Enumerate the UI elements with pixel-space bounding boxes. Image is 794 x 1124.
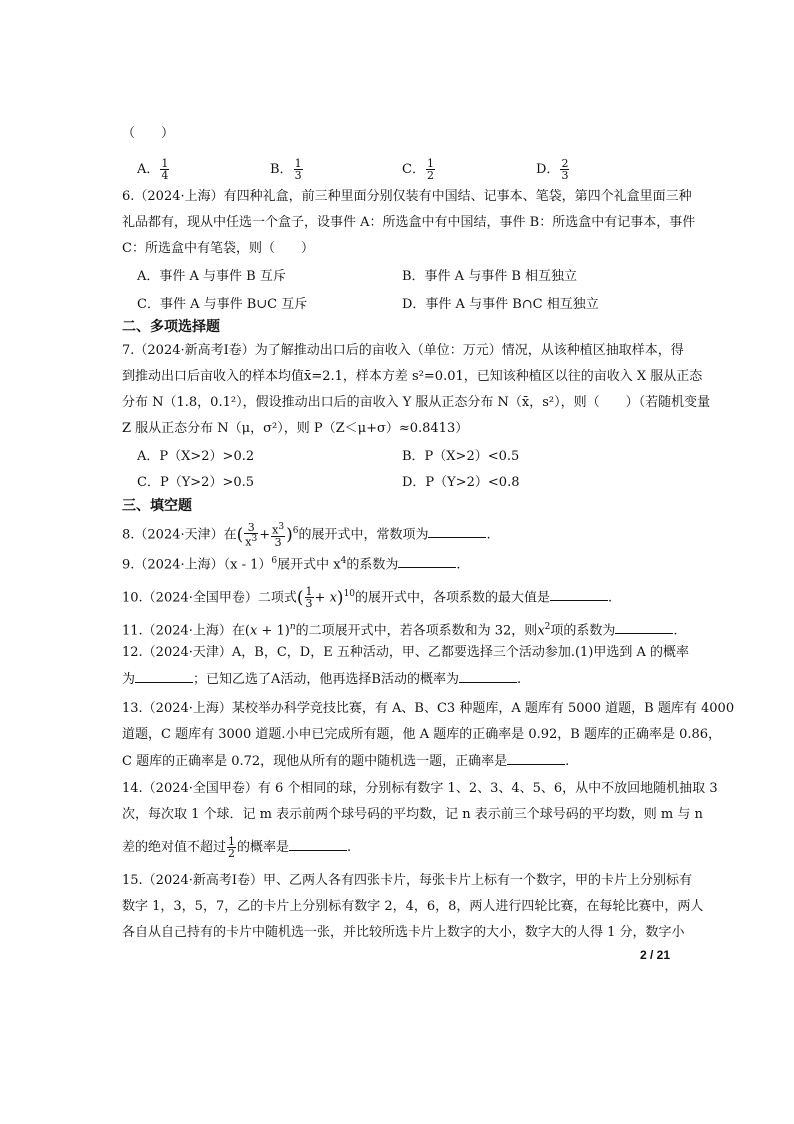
q11-line: 11.（2024·上海）在$(x + 1)^n$的二项展开式中，若各项系数和为 32，则$x^2$项的系数为 . xyxy=(122,622,678,639)
answer-blank[interactable] xyxy=(289,838,347,851)
answer-blank[interactable] xyxy=(550,588,608,601)
q15-line-1: 15.（2024·新高考Ⅰ卷）甲、乙两人各有四张卡片，每张卡片上标有一个数字，甲的卡片上分别标有 xyxy=(122,873,693,888)
answer-blank[interactable] xyxy=(615,621,673,634)
q13-line-1: 13.（2024·上海）某校举办科学竞技比赛，有 A、B、C3 种题库，A 题库有 5000 道题，B 题库有 4000 xyxy=(122,701,735,716)
q15-line-3: 各自从自己持有的卡片中随机选一张，并比较所选卡片上数字的大小，数字大的人得 1 分，数字小 xyxy=(122,925,685,940)
section-heading-multiple-choice: 二、多项选择题 xyxy=(122,319,220,335)
q5-option-d[interactable]: D． $\frac{2}{3}$ xyxy=(536,157,569,182)
math-fraction: $\frac{1}{3}$ xyxy=(305,585,313,611)
q5-option-c[interactable]: C． $\frac{1}{2}$ xyxy=(402,157,434,182)
answer-blank[interactable] xyxy=(135,670,193,683)
q6-line-1: 6.（2024·上海）有四种礼盒，前三种里面分别仅装有中国结、记事本、笔袋，第四个礼盒里面三种 xyxy=(122,189,692,204)
q7-option-a[interactable]: A．P（X>2）>0.2 xyxy=(137,449,255,464)
q7-option-b[interactable]: B．P（X>2）<0.5 xyxy=(402,449,520,464)
answer-blank[interactable] xyxy=(507,752,565,765)
q6-option-a[interactable]: A．事件 A 与事件 B 互斥 xyxy=(137,269,286,284)
section-heading-fill-in: 三、填空题 xyxy=(122,498,192,514)
q13-line-2: 道题，C 题库有 3000 道题.小申已完成所有题，他 A 题库的正确率是 0.92，B 题库的正确率是 0.86， xyxy=(122,727,722,742)
q13-line-3: C 题库的正确率是 0.72，现他从所有的题中随机选一题，正确率是 . xyxy=(122,754,570,769)
q7-line-1: 7.（2024·新高考Ⅰ卷）为了解推动出口后的亩收入（单位：万元）情况，从该种植区抽取样本，得 xyxy=(122,343,684,358)
q7-option-d[interactable]: D．P（Y>2）<0.8 xyxy=(402,475,520,490)
fraction: $\frac{1}{2}$ xyxy=(426,157,434,182)
q6-line-2: 礼品都有，现从中任选一个盒子，设事件 A：所选盒中有中国结，事件 B：所选盒中有记事本，事件 xyxy=(122,215,696,230)
q14-line-2: 次，每次取 1 个球．记 m 表示前两个球号码的平均数，记 n 表示前三个球号码的平均数，则 m 与 n xyxy=(122,807,703,822)
q12-line-2: 为 ；已知乙选了A活动，他再选择B活动的概率为 . xyxy=(122,672,522,687)
q7-option-c[interactable]: C．P（Y>2）>0.5 xyxy=(137,475,255,490)
math-fraction: $\frac{x^3}{3}$ xyxy=(272,522,285,549)
page-number: 2 / 21 xyxy=(640,948,671,962)
q14-line-1: 14.（2024·全国甲卷）有 6 个相同的球，分别标有数字 1、2、3、4、5、6，从中不放回地随机抽取 3 xyxy=(122,781,718,796)
answer-blank[interactable] xyxy=(459,670,517,683)
q14-line-3: 差的绝对值不超过 $\frac{1}{2}$ 的概率是 . xyxy=(122,835,352,860)
answer-blank[interactable] xyxy=(428,525,486,538)
fraction: $\frac{1}{4}$ xyxy=(161,157,169,182)
q7-line-4: Z 服从正态分布 N（μ，σ²），则 P（Z＜μ+σ）≈0.8413） xyxy=(122,421,469,436)
q5-tail: （ ） xyxy=(122,126,175,141)
fraction: $\frac{2}{3}$ xyxy=(561,157,569,182)
q12-line-1: 12.（2024·天津）A，B，C，D，E 五种活动，甲、乙都要选择三个活动参加.(1)甲选到 A 的概率 xyxy=(122,645,690,660)
q8-line: 8.（2024·天津）在( $\frac{3}{x^3}$ + $\frac{x^3}{3}$ )$^6$的展开式中，常数项为 . xyxy=(122,521,491,549)
q6-option-d[interactable]: D．事件 A 与事件 B∩C 相互独立 xyxy=(402,297,599,312)
q7-line-2: 到推动出口后亩收入的样本均值x̄=2.1，样本方差 s²=0.01，已知该种植区以往的亩收入 X 服从正态 xyxy=(122,369,703,384)
q15-line-2: 数字 1，3，5，7，乙的卡片上分别标有数字 2，4，6，8，两人进行四轮比赛，在每轮比赛中，两人 xyxy=(122,899,704,914)
q7-line-3: 分布 N（1.8，0.1²），假设推动出口后的亩收入 Y 服从正态分布 N（x̄，s²），则（ ）（若随机变量 xyxy=(122,395,711,410)
q10-line: 10.（2024·全国甲卷）二项式( $\frac{1}{3}$ + x)$^{10}$的展开式中，各项系数的最大值是 . xyxy=(122,585,613,611)
q6-option-c[interactable]: C．事件 A 与事件 B∪C 互斥 xyxy=(137,297,308,312)
q5-option-a[interactable]: A． $\frac{1}{4}$ xyxy=(137,157,169,182)
q5-option-b[interactable]: B． $\frac{1}{3}$ xyxy=(270,157,302,182)
q9-line: 9.（2024·上海）（x - 1）$^6$展开式中 $x^4$的系数为 . xyxy=(122,556,461,573)
math-fraction: $\frac{1}{2}$ xyxy=(228,835,236,860)
q6-option-b[interactable]: B．事件 A 与事件 B 相互独立 xyxy=(402,269,578,284)
fraction: $\frac{1}{3}$ xyxy=(294,157,302,182)
answer-blank[interactable] xyxy=(398,555,456,568)
q6-line-3: C：所选盒中有笔袋，则（ ） xyxy=(122,241,314,256)
math-fraction: $\frac{3}{x^3}$ xyxy=(245,521,258,549)
